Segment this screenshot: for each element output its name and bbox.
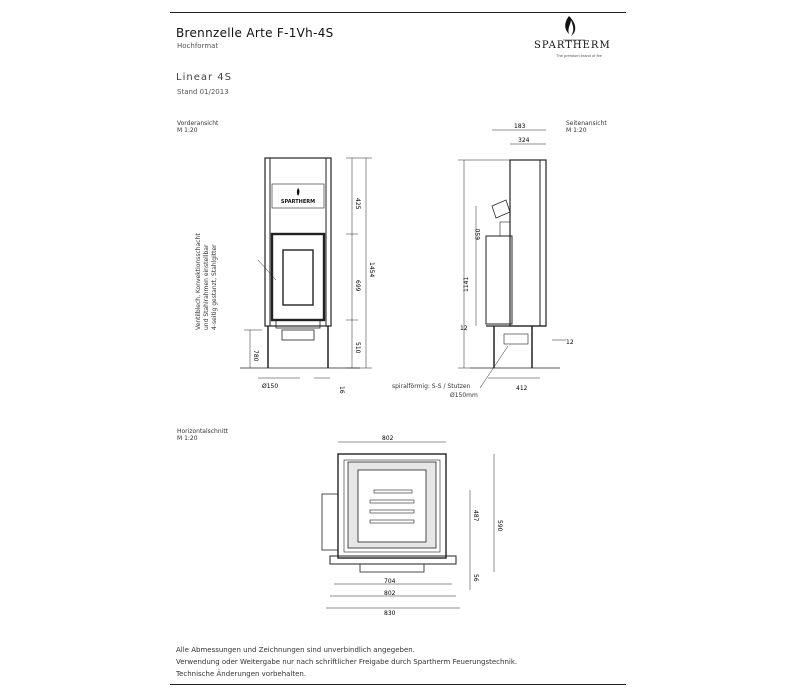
side-dim-left-c: 12 (460, 325, 468, 332)
footer-line-3: Technische Änderungen vorbehalten. (176, 670, 307, 678)
model-name: Linear 4S (176, 72, 232, 83)
stainless-note-2: Ø150mm (450, 392, 478, 399)
side-dim-foot: 12 (566, 339, 574, 346)
side-dim-left-b: 1141 (463, 276, 470, 292)
svg-text:und Stahlrahmen einstellbar: und Stahlrahmen einstellbar (203, 244, 210, 330)
stainless-note-1: spiralförmig: S-S / Stutzen (392, 383, 471, 390)
side-dim-bottom: 412 (516, 385, 528, 392)
side-dim-left-a: 650 (475, 228, 482, 240)
front-dim-top: 425 (354, 198, 361, 210)
side-view (458, 130, 566, 388)
brand-name: SPARTHERM (534, 40, 611, 51)
revision-date: Stand 01/2013 (177, 88, 229, 96)
front-view (240, 158, 372, 378)
section-view (322, 442, 494, 608)
front-dim-base: 780 (252, 350, 259, 362)
section-dim-width-c: 830 (384, 610, 396, 617)
footer-line-1: Alle Abmessungen und Zeichnungen sind unverbindlich angegeben. (176, 646, 415, 654)
brand-tagline: The premium brand of fire (556, 53, 603, 58)
svg-text:Ventilblech, Konvektionsschach: Ventilblech, Konvektionsschacht (195, 233, 202, 330)
svg-text:4-seitig gestanzt, Stahlgitter: 4-seitig gestanzt, Stahlgitter (211, 244, 218, 330)
front-dim-lower: 510 (354, 342, 361, 354)
section-dim-width-top: 802 (382, 435, 394, 442)
section-dim-bottom-right: 56 (472, 574, 479, 582)
section-dim-width-b: 802 (384, 590, 396, 597)
front-dim-foot: Ø150 (262, 383, 279, 390)
section-view-label: Horizontalschnitt M 1:20 (177, 428, 229, 442)
side-dim-top-b: 324 (518, 137, 530, 144)
front-view-label: Vorderansicht M 1:20 (177, 120, 219, 134)
stove-badge-flame-icon (297, 188, 300, 196)
front-dim-middle: 699 (354, 280, 361, 292)
page-title: Brennzelle Arte F-1Vh-4S (176, 26, 334, 40)
section-dim-height-right: 590 (496, 520, 503, 532)
section-dim-inner-right: 487 (472, 510, 479, 522)
section-dim-width-a: 704 (384, 578, 396, 585)
front-dim-right-foot: 16 (338, 386, 345, 394)
footer-line-2: Verwendung oder Weitergabe nur nach schriftlicher Freigabe durch Spartherm Feuerungstechnik. (176, 658, 518, 666)
stove-badge-text: SPARTHERM (280, 199, 316, 205)
side-view-label: Seitenansicht M 1:20 (566, 120, 607, 134)
front-vertical-note (195, 233, 218, 330)
front-dim-total: 1454 (368, 262, 375, 278)
side-dim-top-a: 183 (514, 123, 526, 130)
page-subtitle: Hochformat (177, 42, 219, 50)
